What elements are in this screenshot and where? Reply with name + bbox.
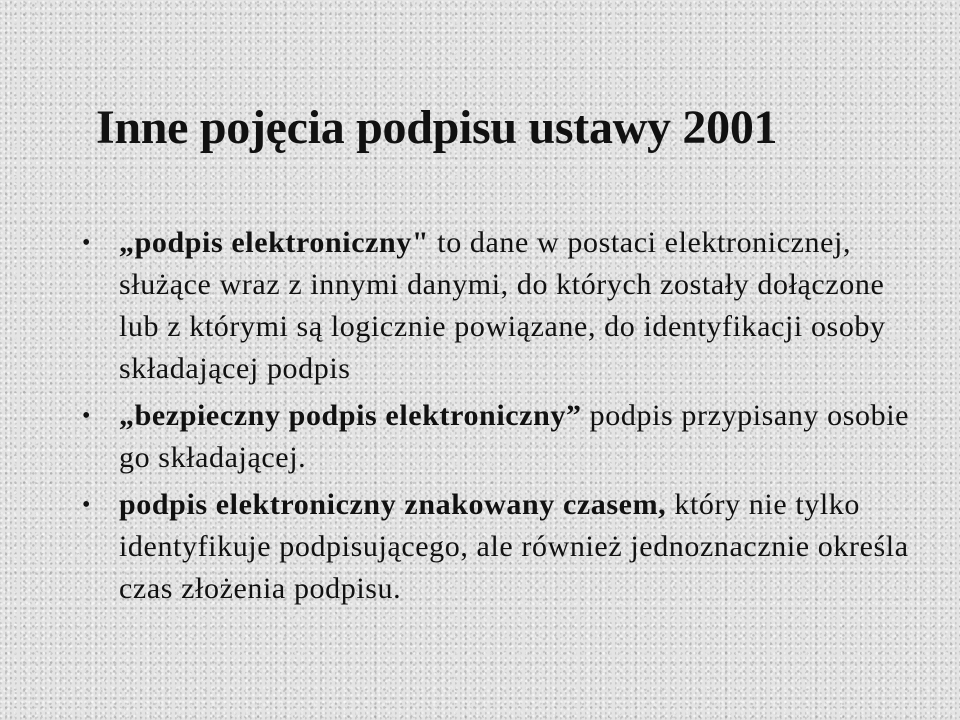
bullet-term: podpis elektroniczny znakowany czasem, (119, 488, 667, 521)
slide-title: Inne pojęcia podpisu ustawy 2001 (96, 101, 778, 154)
bullet-dot-icon: • (82, 403, 92, 429)
bullet-item-bezpieczny-podpis (0, 395, 960, 479)
bullet-definition: który nie tylko identyfikuje podpisującego, ale również jednoznacznie określa czas złożenia podpisu. (119, 488, 909, 605)
bullet-dot-icon: • (82, 230, 92, 256)
bullet-dot-icon: • (82, 492, 92, 518)
bullet-list (0, 222, 960, 610)
bullet-item-podpis-elektroniczny (0, 222, 960, 390)
bullet-term: „bezpieczny podpis elektroniczny” (119, 399, 582, 432)
bullet-definition: to dane w postaci elektronicznej, służące wraz z innymi danymi, do których zostały dołączone lub z którymi są logicznie powiązane, do identyfikacji osoby składającej podpis (119, 226, 886, 385)
bullet-term: „podpis elektroniczny" (119, 226, 430, 259)
bullet-definition: podpis przypisany osobie go składającej. (119, 399, 910, 474)
bullet-item-znakowany-czasem (0, 484, 960, 610)
